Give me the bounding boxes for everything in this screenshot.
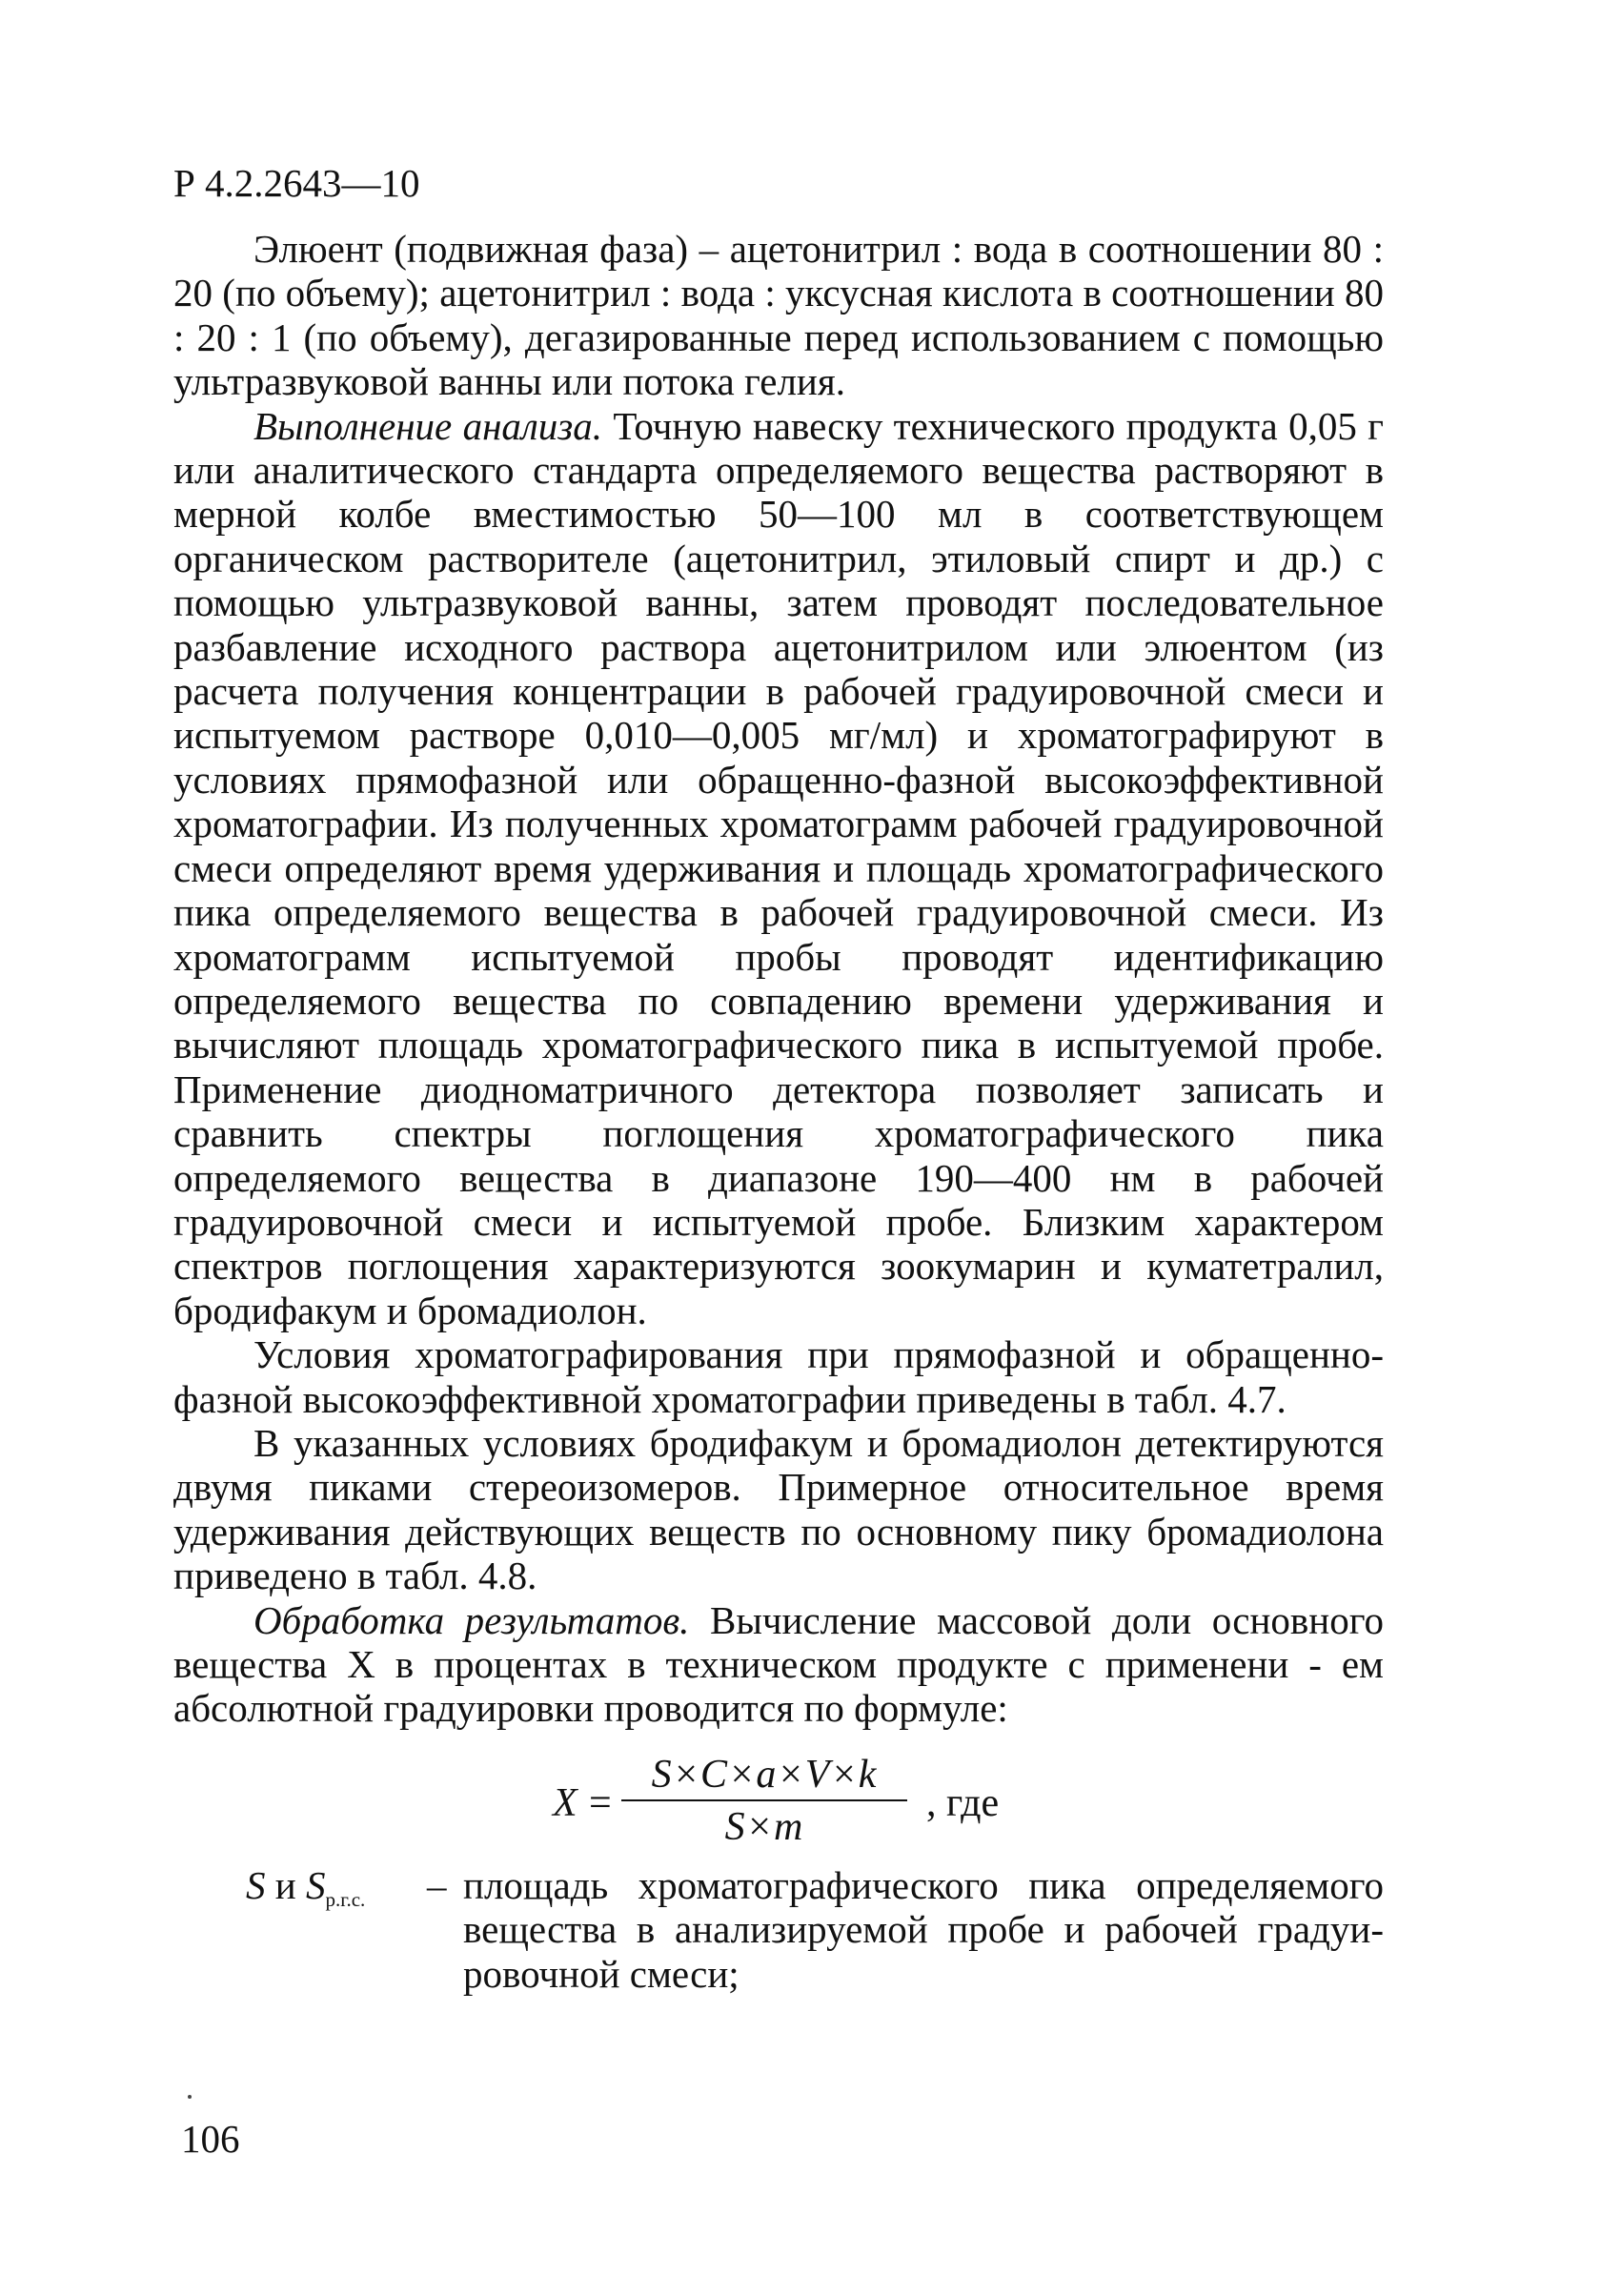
- formula-where: , где: [926, 1781, 1000, 1825]
- formula-numerator: S×C×a×V×k: [651, 1753, 878, 1797]
- formula: [553, 1752, 1220, 1857]
- symbol-s-rgs: S: [305, 1863, 326, 1907]
- paragraph-eluent: Элюент (подвижная фаза) – ацетонитрил : вода в соотношении 80 : 20 (по объему); ацетонитрил : вода : уксусная кислота в соотношении 80 : 20 : 1 (по объему), дегазированные перед использованием с помощью ультразвуковой ванны или потока гелия.: [173, 227, 1384, 404]
- paragraph-stereoisomers: В указанных условиях бродифакум и бромадиолон детектируются двумя пиками стереоизомеров. Примерное относительное время удерживания действующих веществ по основному пику бромадиолона приведено в табл. 4.8.: [173, 1420, 1384, 1598]
- symbol-subscript: р.г.с.: [325, 1888, 366, 1911]
- scan-speck: [188, 2095, 192, 2099]
- paragraph-processing-text: Вычисление массовой доли основного вещества X в процентах в техническом продукте с применени - ем абсолютной градуировки проводится по формуле:: [173, 1597, 1384, 1731]
- section-lead-analysis: Выполнение анализа.: [253, 403, 603, 448]
- formula-denominator: S×m: [724, 1805, 804, 1849]
- formula-lhs: X: [553, 1781, 577, 1825]
- section-lead-processing: Обработка результатов.: [253, 1597, 690, 1642]
- definition-dash: –: [427, 1863, 447, 1907]
- symbol-conjunction: и: [265, 1863, 306, 1907]
- formula-fraction: [621, 1752, 907, 1851]
- paragraph-analysis: [173, 404, 1384, 1333]
- definition-symbols: [246, 1863, 365, 1921]
- formula-equals: =: [589, 1781, 612, 1825]
- symbol-s: S: [246, 1863, 266, 1907]
- page-number: 106: [181, 2117, 240, 2161]
- fraction-bar: [621, 1799, 907, 1801]
- paragraph-processing: [173, 1598, 1384, 1731]
- definition-text: площадь хроматографического пика определяемого вещества в анализируемой пробе и рабочей градуировочной смеси;: [463, 1863, 1384, 1996]
- paragraph-analysis-text: Точную навеску технического продукта 0,05 г или аналитического стандарта определяемого вещества растворяют в мерной колбе вместимостью 50—100 мл в соответствующем органическом растворителе (ацетонитрил, этиловый спирт и др.) с помощью ультразвуковой ванны, затем проводят последовательное разбавление исходного раствора ацетонитрилом или элюентом (из расчета получения концентрации в рабочей градуировочной смеси и испытуемом растворе 0,010—0,005 мг/мл) и хроматографируют в условиях прямофазной или обращенно-фазной высокоэффективной хроматографии. Из полученных хроматограмм рабочей градуировочной смеси определяют время удерживания и площадь хроматографического пика определяемого вещества в рабочей градуировочной смеси. Из хроматограмм испытуемой пробы проводят идентификацию определяемого вещества по совпадению времени удерживания и вычисляют площадь хроматографического пика в испытуемой пробе. Применение диодноматричного детектора позволяет записать и сравнить спектры поглощения хроматографического пика определяемого вещества в диапазоне 190—400 нм в рабочей градуировочной смеси и испытуемой пробе. Близким характером спектров поглощения характеризуются зоокумарин и куматетралил, бродифакум и бромадиолон.: [173, 403, 1384, 1332]
- document-code: Р 4.2.2643—10: [173, 161, 420, 205]
- body-text: [173, 227, 1384, 1731]
- paragraph-conditions: Условия хроматографирования при прямофазной и обращенно-фазной высокоэффективной хроматографии приведены в табл. 4.7.: [173, 1332, 1384, 1421]
